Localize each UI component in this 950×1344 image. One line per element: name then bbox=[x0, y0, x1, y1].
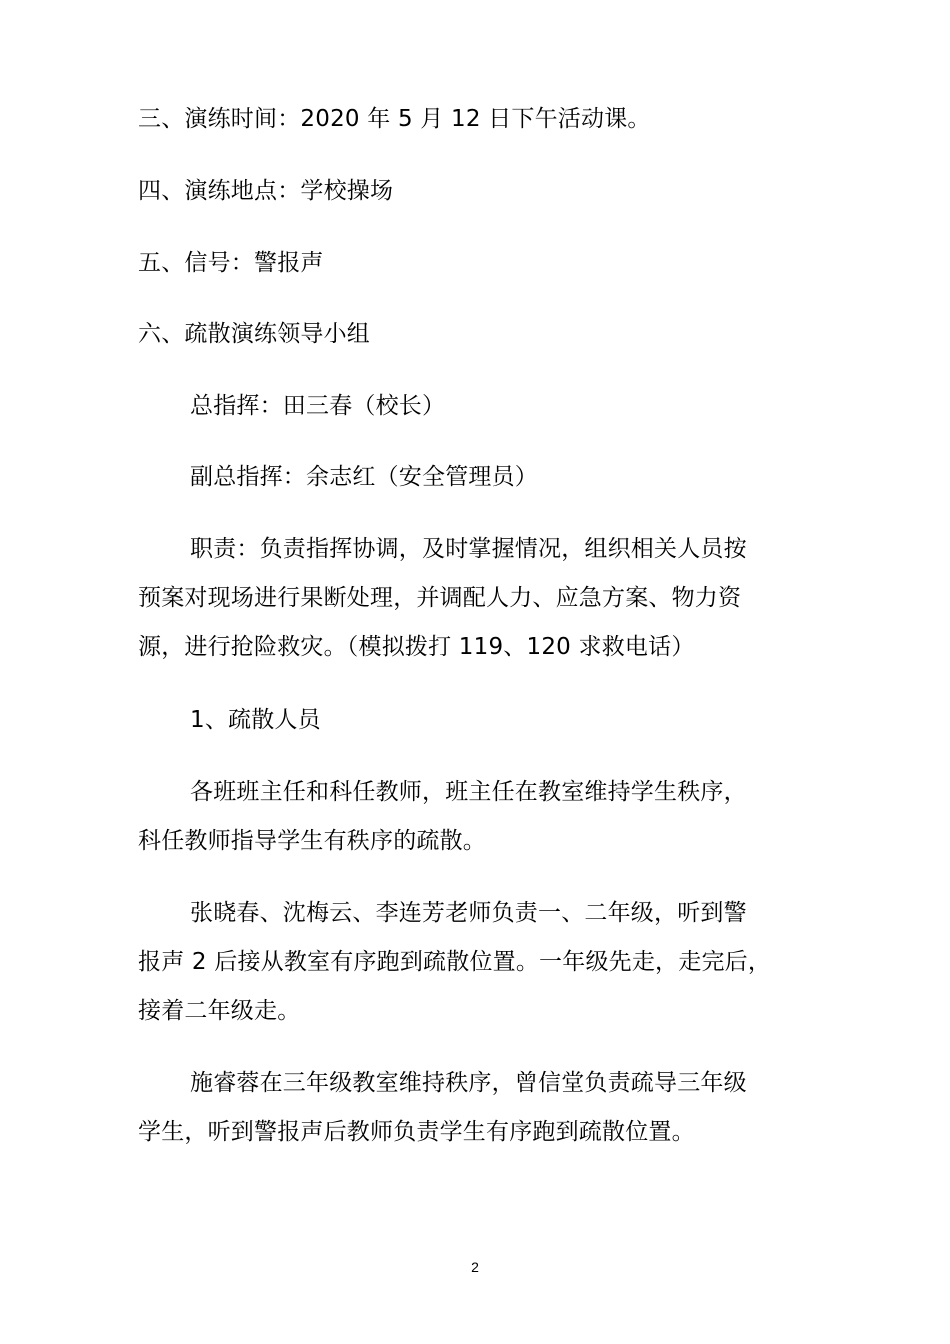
grade-one-two-line-2: 报声 2 后接从教室有序跑到疏散位置。一年级先走，走完后， bbox=[138, 949, 772, 975]
evacuation-personnel-heading: 1、疏散人员 bbox=[190, 707, 321, 733]
page-number: 2 bbox=[471, 1259, 479, 1275]
leadership-group-heading: 六、疏散演练领导小组 bbox=[138, 321, 370, 347]
drill-time-line: 三、演练时间：2020 年 5 月 12 日下午活动课。 bbox=[138, 106, 651, 132]
duties-line-1: 职责：负责指挥协调，及时掌握情况，组织相关人员按 bbox=[190, 536, 747, 562]
drill-location-line: 四、演练地点：学校操场 bbox=[138, 178, 394, 204]
deputy-commander-line: 副总指挥：余志红（安全管理员） bbox=[190, 464, 538, 490]
grade-three-line-1: 施睿蓉在三年级教室维持秩序，曾信堂负责疏导三年级 bbox=[190, 1070, 747, 1096]
teachers-paragraph-line-2: 科任教师指导学生有秩序的疏散。 bbox=[138, 828, 486, 854]
grade-three-line-2: 学生，听到警报声后教师负责学生有序跑到疏散位置。 bbox=[138, 1119, 695, 1145]
duties-line-2: 预案对现场进行果断处理，并调配人力、应急方案、物力资 bbox=[138, 585, 742, 611]
duties-line-3: 源，进行抢险救灾。（模拟拨打 119、120 求救电话） bbox=[138, 634, 695, 660]
commander-line: 总指挥：田三春（校长） bbox=[190, 393, 446, 419]
signal-line: 五、信号：警报声 bbox=[138, 250, 324, 276]
grade-one-two-line-1: 张晓春、沈梅云、李连芳老师负责一、二年级，听到警 bbox=[190, 900, 747, 926]
teachers-paragraph-line-1: 各班班主任和科任教师，班主任在教室维持学生秩序， bbox=[190, 779, 747, 805]
grade-one-two-line-3: 接着二年级走。 bbox=[138, 998, 301, 1024]
